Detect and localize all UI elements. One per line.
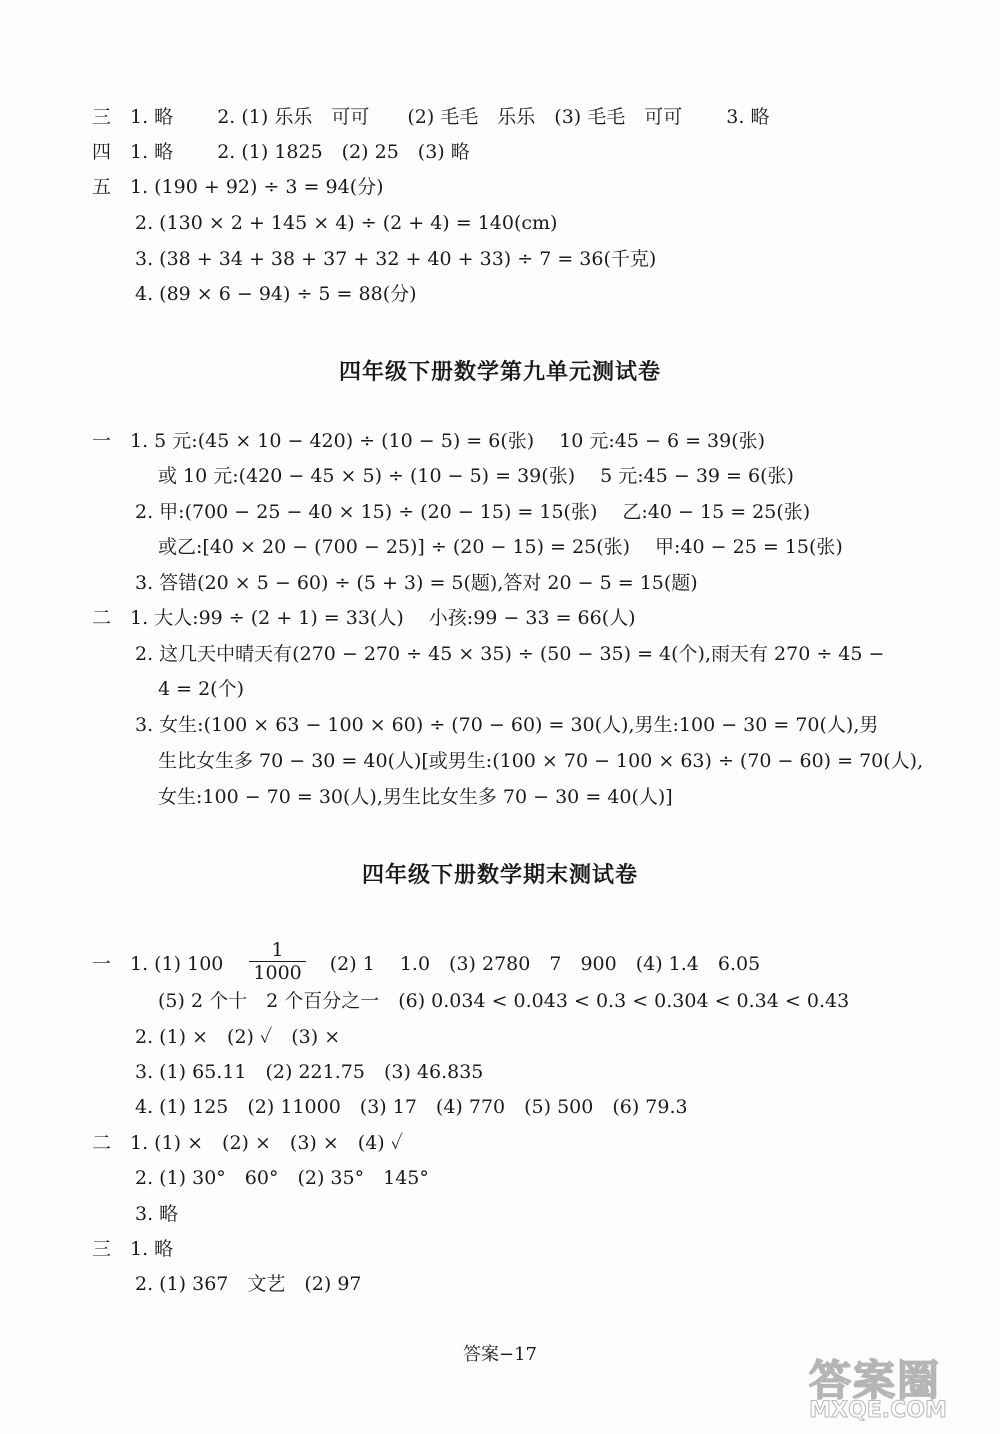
answer-line: 4. (89 × 6 − 94) ÷ 5 = 88(分) [135,283,417,305]
answer-line: 2. 这几天中晴天有(270 − 270 ÷ 45 × 35) ÷ (50 − 35) = 4(个),雨天有 270 ÷ 45 − [135,643,885,665]
answer-line: 二 1. 大人:99 ÷ (2 + 1) = 33(人) 小孩:99 − 33 = 66(人) [92,607,636,629]
answer-line: 五 1. (190 + 92) ÷ 3 = 94(分) [92,176,384,198]
watermark-logo [770,1346,990,1430]
answer-line: 3. 答错(20 × 5 − 60) ÷ (5 + 3) = 5(题),答对 20 − 5 = 15(题) [135,572,698,594]
answer-line: 2. (1) 367 文艺 (2) 97 [135,1273,362,1295]
section-title-final: 四年级下册数学期末测试卷 [361,863,638,888]
answer-line: 2. (1) 30° 60° (2) 35° 145° [135,1167,429,1189]
answer-line: 2. (130 × 2 + 145 × 4) ÷ (2 + 4) = 140(cm) [135,212,558,234]
section-title-unit9: 四年级下册数学第九单元测试卷 [338,360,661,385]
page-number: 答案−17 [463,1344,537,1365]
answer-prefix: 一 1. (1) 100 [92,953,224,975]
fraction-numerator: 1 [271,938,284,961]
answer-line: 或 10 元:(420 − 45 × 5) ÷ (10 − 5) = 39(张) 5 元:45 − 39 = 6(张) [158,465,794,487]
answer-line: 二 1. (1) × (2) × (3) × (4) ✓ [92,1132,403,1154]
answer-line: 4. (1) 125 (2) 11000 (3) 17 (4) 770 (5) 500 (6) 79.3 [135,1096,688,1118]
fraction [249,939,305,984]
answer-suffix: (2) 1 1.0 (3) 2780 7 900 (4) 1.4 6.05 [329,953,761,975]
fraction-denominator: 1000 [253,961,302,984]
answer-line: 一 1. 5 元:(45 × 10 − 420) ÷ (10 − 5) = 6(张) 10 元:45 − 6 = 39(张) [92,430,766,452]
answer-line: 或乙:[40 × 20 − (700 − 25)] ÷ (20 − 15) = 25(张) 甲:40 − 25 = 15(张) [158,536,843,558]
answer-line: 四 1. 略 2. (1) 1825 (2) 25 (3) 略 [92,141,470,163]
answer-line: 4 = 2(个) [158,678,245,700]
answer-line: 2. 甲:(700 − 25 − 40 × 15) ÷ (20 − 15) = 15(张) 乙:40 − 15 = 25(张) [135,501,811,523]
answer-line: 三 1. 略 [92,1238,174,1260]
answer-line: 生比女生多 70 − 30 = 40(人)[或男生:(100 × 70 − 100 × 63) ÷ (70 − 60) = 70(人), [158,750,924,772]
watermark-url: MXQE.COM [809,1398,947,1423]
answer-line: (5) 2 个十 2 个百分之一 (6) 0.034 < 0.043 < 0.3 < 0.304 < 0.34 < 0.43 [158,990,850,1012]
answer-line: 3. (1) 65.11 (2) 221.75 (3) 46.835 [135,1061,484,1083]
answer-line: 3. (38 + 34 + 38 + 37 + 32 + 40 + 33) ÷ 7 = 36(千克) [135,248,657,270]
watermark-text: 答案圈 [808,1356,941,1405]
answer-line: 3. 女生:(100 × 63 − 100 × 60) ÷ (70 − 60) = 30(人),男生:100 − 30 = 70(人),男 [135,714,879,736]
answer-line: 2. (1) × (2) ✓ (3) × [135,1026,341,1048]
answer-line: 三 1. 略 2. (1) 乐乐 可可 (2) 毛毛 乐乐 (3) 毛毛 可可 3. 略 [92,106,770,128]
answer-line: 3. 略 [135,1203,179,1225]
answer-line-with-fraction [92,940,760,988]
answer-line: 女生:100 − 70 = 30(人),男生比女生多 70 − 30 = 40(人)] [158,786,673,808]
